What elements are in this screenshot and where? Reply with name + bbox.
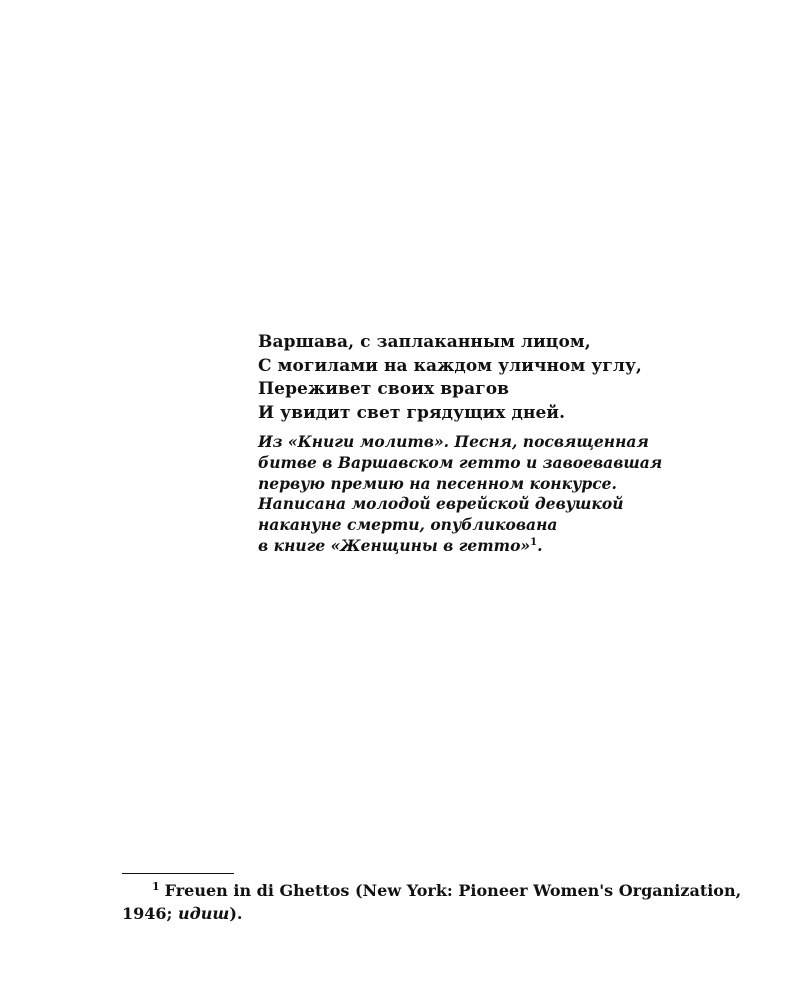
source-line: первую премию на песенном конкурсе. xyxy=(258,473,617,493)
footnote-marker: 1 xyxy=(152,879,160,893)
source-last-text: в книге «Женщины в гетто» xyxy=(258,535,531,555)
source-line: Из «Книги молитв». Песня, посвященная xyxy=(258,432,649,451)
footnote-text-2-italic: идиш xyxy=(178,904,230,923)
footnote-text-2-start: 1946; xyxy=(122,904,179,923)
source-line: Написана молодой еврейской девушкой xyxy=(258,494,624,514)
footnote-reference[interactable]: 1 xyxy=(530,536,538,548)
footnote-line xyxy=(122,879,742,902)
poem-line: И увидит свет грядущих дней. xyxy=(258,402,566,423)
poem-line: С могилами на каждом уличном углу, xyxy=(258,355,642,376)
source-line: битве в Варшавском гетто и завоевавшая xyxy=(258,452,663,472)
footnote-divider xyxy=(122,873,234,874)
source-line-last xyxy=(258,536,662,557)
footnote xyxy=(122,879,742,925)
poem-line: Варшава, с заплаканным лицом, xyxy=(258,332,591,352)
footnote-text-2-end: ). xyxy=(229,904,243,923)
footnote-text-1: Freuen in di Ghettos (New York: Pioneer Women's Organization, xyxy=(164,881,742,900)
footnote-line xyxy=(122,902,722,925)
poem-line: Переживет своих врагов xyxy=(258,379,510,399)
source-note xyxy=(258,432,662,557)
source-last-end: . xyxy=(537,535,543,555)
poem-stanza xyxy=(258,331,642,425)
source-line: накануне смерти, опубликована xyxy=(258,515,558,535)
